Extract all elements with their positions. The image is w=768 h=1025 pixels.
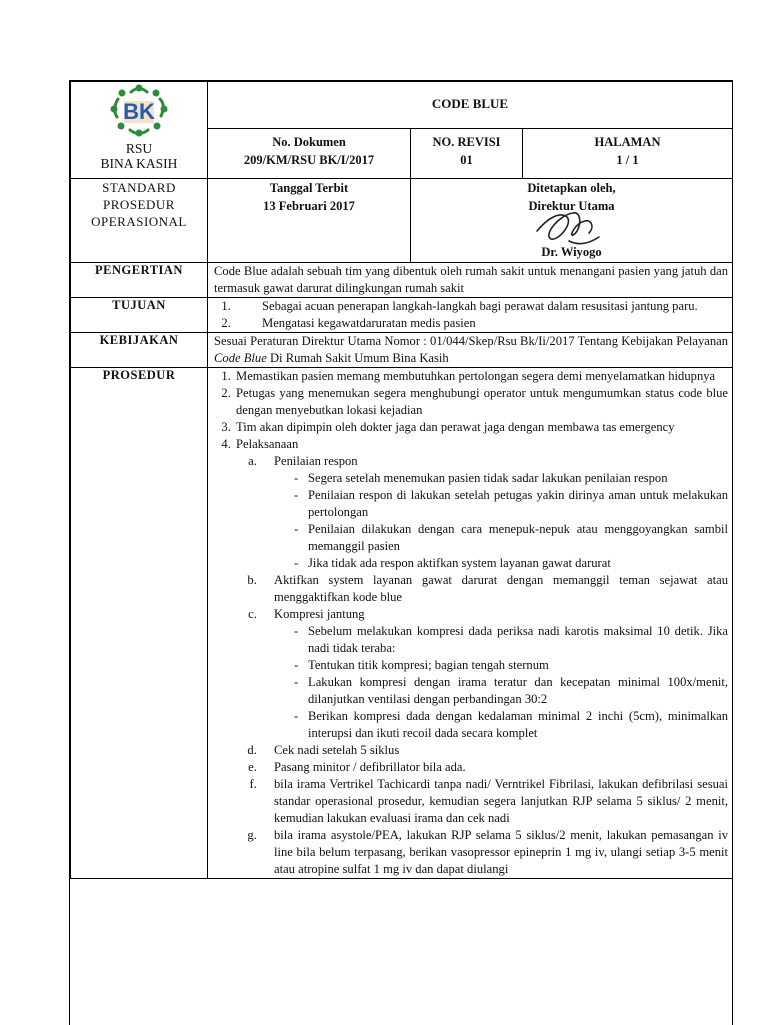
- kebijakan-label: KEBIJAKAN: [71, 333, 208, 368]
- pelaksanaan-list: [236, 453, 728, 878]
- hospital-logo: [104, 83, 174, 141]
- list-item: - Jika tidak ada respon aktifkan system layanan gawat darurat: [294, 555, 728, 572]
- pengertian-text: Code Blue adalah sebuah tim yang dibentuk oleh rumah sakit untuk menangani pasien yang jatuh dan termasuk gawat darurat dilingkungan rumah sakit: [208, 263, 733, 298]
- no-revisi-label: NO. REVISI: [432, 135, 501, 149]
- list-item: - Sebelum melakukan kompresi dada periksa nadi karotis maksimal 10 detik. Jika nadi tidak teraba:: [294, 623, 728, 657]
- list-item: - Penilaian dilakukan dengan cara menepuk-nepuk atau menggoyangkan sambil memanggil pasien: [294, 521, 728, 555]
- pelaksanaan-e: e. Pasang minitor / defibrillator bila ada.: [260, 759, 728, 776]
- tujuan-list: [214, 298, 728, 332]
- prosedur-step-4-title: Pelaksanaan: [236, 437, 299, 451]
- document-title: CODE BLUE: [208, 82, 733, 129]
- list-item: - Lakukan kompresi dengan irama teratur dan kecepatan minimal 100x/menit, dilanjutkan ventilasi dengan perbandingan 30:2: [294, 674, 728, 708]
- tujuan-label: TUJUAN: [71, 298, 208, 333]
- kebijakan-text-part2: Di Rumah Sakit Umum Bina Kasih: [266, 351, 449, 365]
- prosedur-content: [208, 368, 733, 879]
- kebijakan-code-blue-italic: Code Blue: [214, 351, 267, 365]
- pelaksanaan-d: d. Cek nadi setelah 5 siklus: [260, 742, 728, 759]
- sop-type-line3: OPERASIONAL: [91, 214, 187, 229]
- no-revisi-value: 01: [460, 153, 473, 167]
- sop-document: [69, 80, 733, 1025]
- kompresi-jantung-list: [274, 623, 728, 742]
- no-dokumen-cell: [208, 129, 411, 179]
- prosedur-step-1: 1. Memastikan pasien memang membutuhkan pertolongan segera demi menyelamatkan hidupnya: [234, 368, 728, 385]
- sop-table: [70, 81, 733, 879]
- hospital-logo-cell: [71, 82, 208, 179]
- hospital-name-line1: RSU: [125, 141, 153, 156]
- prosedur-step-3: 3. Tim akan dipimpin oleh dokter jaga dan perawat jaga dengan membawa tas emergency: [234, 419, 728, 436]
- kebijakan-text: [208, 333, 733, 368]
- prosedur-steps: [214, 368, 728, 878]
- no-dokumen-label: No. Dokumen: [272, 135, 346, 149]
- pelaksanaan-a: [260, 453, 728, 572]
- prosedur-step-2: 2. Petugas yang menemukan segera menghubungi operator untuk mengumumkan status code blue dengan menyebutkan lokasi kejadian: [234, 385, 728, 419]
- pelaksanaan-c-title: Kompresi jantung: [274, 607, 365, 621]
- list-item: - Tentukan titik kompresi; bagian tengah sternum: [294, 657, 728, 674]
- pelaksanaan-b: b. Aktifkan system layanan gawat darurat dengan memanggil teman sejawat atau menggaktifkan kode blue: [260, 572, 728, 606]
- signatory-name: Dr. Wiyogo: [541, 245, 602, 259]
- pengertian-label: PENGERTIAN: [71, 263, 208, 298]
- prosedur-step-4: [234, 436, 728, 878]
- pelaksanaan-g: g. bila irama asystole/PEA, lakukan RJP selama 5 siklus/2 menit, lakukan pemasangan iv line bila belum terpasang, berikan vasopressor epineprin 1 mg iv, ulangi setiap 3-5 menit atau atropine sulfat 1 mg iv dan dapat diulangi: [260, 827, 728, 878]
- tanggal-terbit-cell: [208, 179, 411, 263]
- no-revisi-cell: [411, 129, 523, 179]
- kebijakan-text-part1: Sesuai Peraturan Direktur Utama Nomor : 01/044/Skep/Rsu Bk/Ii/2017 Tentang Kebijakan Pelayanan: [214, 334, 729, 348]
- tanggal-terbit-label: Tanggal Terbit: [269, 181, 349, 195]
- no-dokumen-value: 209/KM/RSU BK/I/2017: [243, 153, 375, 167]
- sop-type-line2: PROSEDUR: [103, 197, 175, 212]
- tujuan-content: [208, 298, 733, 333]
- hospital-name-line2: BINA KASIH: [100, 156, 178, 171]
- pelaksanaan-f: f. bila irama Vertrikel Tachicardi tanpa nadi/ Verntrikel Fibrilasi, lakukan defibrilasi sesuai standar operasional prosedur, kemudian segera lanjutkan RJP selama 5 siklus/ 2 menit, kemudian lakukan evaluasi irama dan cek nadi: [260, 776, 728, 827]
- svg-text:BK: BK: [123, 99, 155, 124]
- list-item: - Penilaian respon di lakukan setelah petugas yakin dirinya aman untuk melakukan pertolongan: [294, 487, 728, 521]
- sop-type-cell: [71, 179, 208, 263]
- list-item: - Berikan kompresi dada dengan kedalaman minimal 2 inchi (5cm), minimalkan interupsi dan ikuti recoil dada secara komplet: [294, 708, 728, 742]
- penilaian-respon-list: [274, 470, 728, 572]
- tujuan-item: 2. Mengatasi kegawatdaruratan medis pasien: [234, 315, 728, 332]
- halaman-label: HALAMAN: [594, 135, 661, 149]
- list-item: - Segera setelah menemukan pasien tidak sadar lakukan penilaian respon: [294, 470, 728, 487]
- pelaksanaan-c: [260, 606, 728, 742]
- ditetapkan-cell: [411, 179, 733, 263]
- prosedur-label: PROSEDUR: [71, 368, 208, 879]
- sop-type-line1: STANDARD: [102, 180, 176, 195]
- pelaksanaan-a-title: Penilaian respon: [274, 454, 358, 468]
- halaman-value: 1 / 1: [616, 153, 639, 167]
- halaman-cell: [523, 129, 733, 179]
- tujuan-item: 1. Sebagai acuan penerapan langkah-langkah bagi perawat dalam resusitasi jantung paru.: [234, 298, 728, 315]
- ditetapkan-value: Direktur Utama: [528, 199, 615, 213]
- ditetapkan-label: Ditetapkan oleh,: [527, 181, 616, 195]
- tanggal-terbit-value: 13 Februari 2017: [263, 199, 355, 213]
